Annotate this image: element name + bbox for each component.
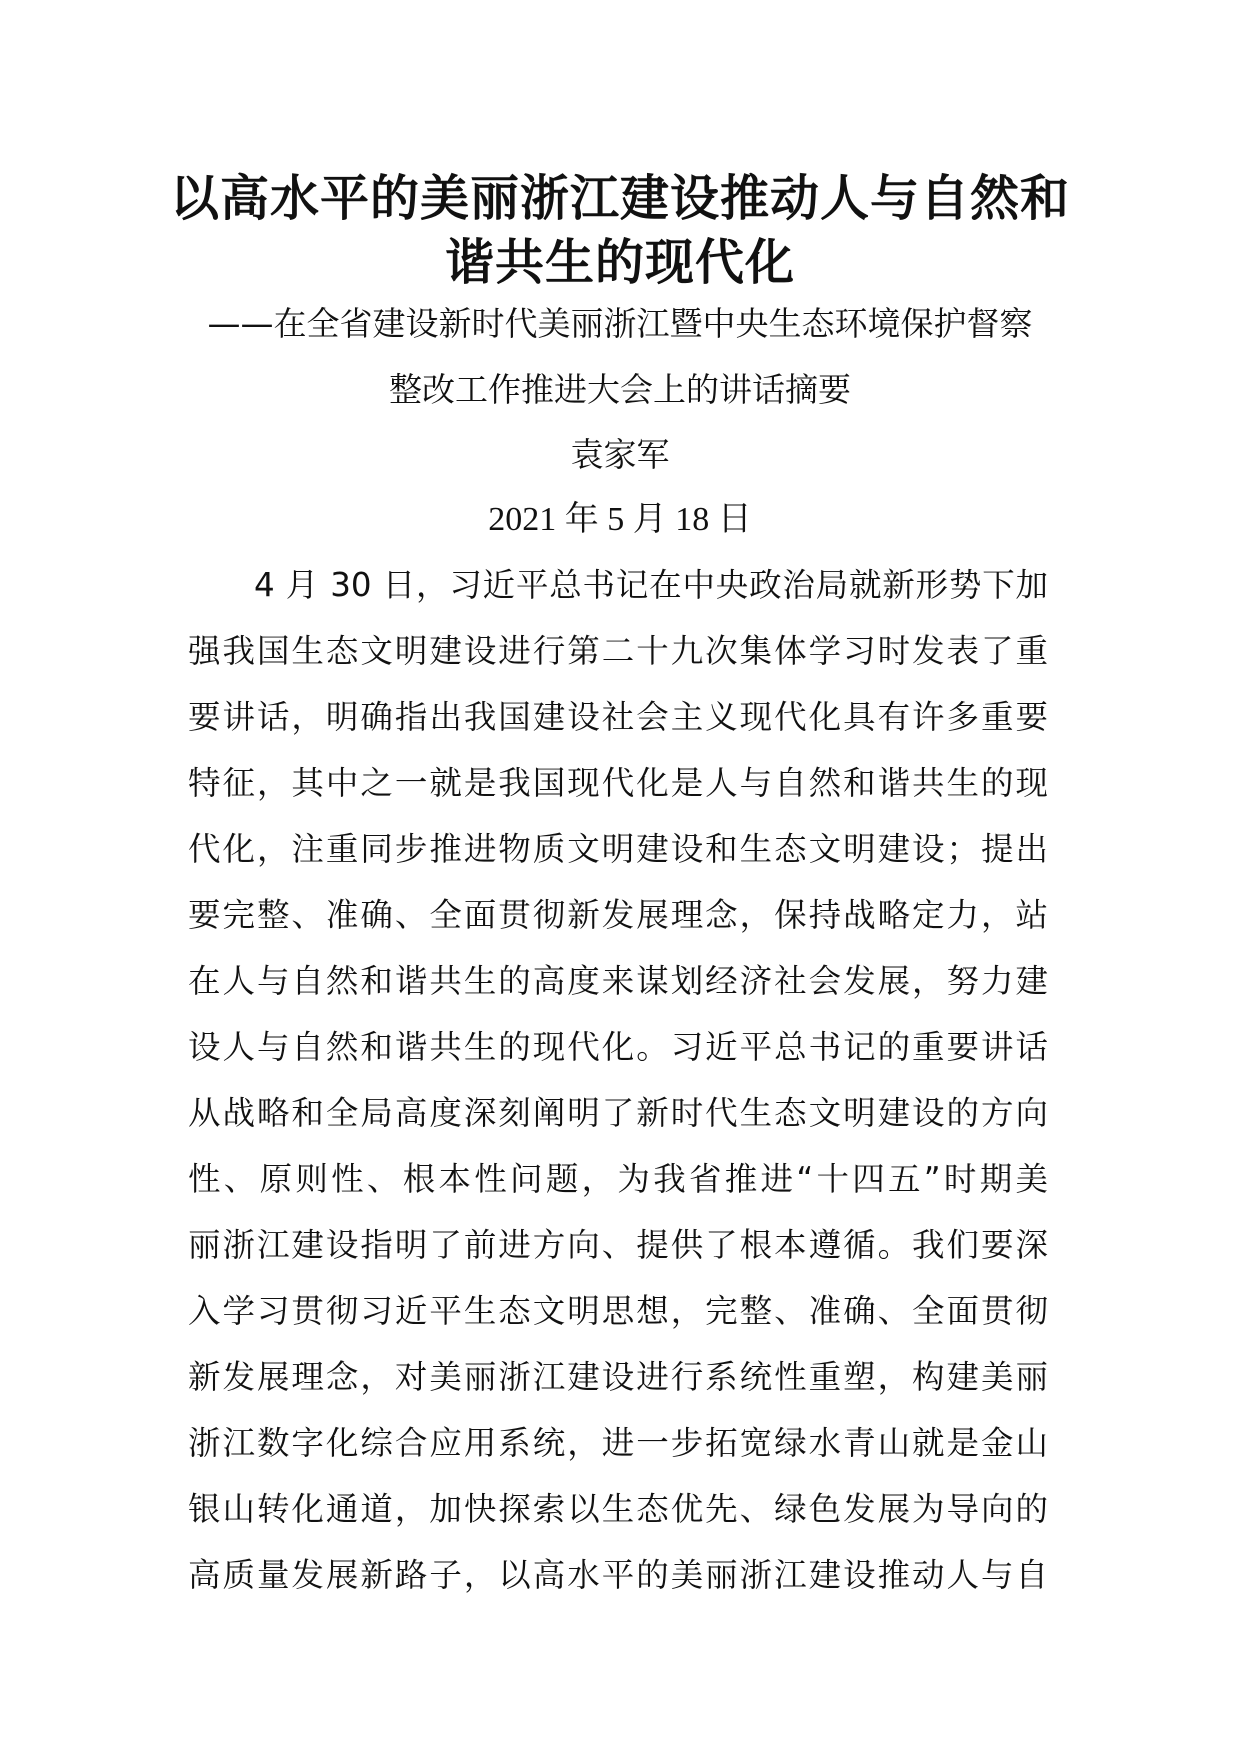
- body-line: 在人与自然和谐共生的高度来谋划经济社会发展，努力建: [188, 962, 1048, 1000]
- body-line: 入学习贯彻习近平生态文明思想，完整、准确、全面贯彻: [188, 1292, 1048, 1330]
- title-line-2: 谐共生的现代化: [444, 234, 795, 291]
- body-line: 丽浙江建设指明了前进方向、提供了根本遵循。我们要深: [188, 1226, 1048, 1264]
- body-line: 新发展理念，对美丽浙江建设进行系统性重塑，构建美丽: [188, 1358, 1048, 1396]
- title-line-1: 以高水平的美丽浙江建设推动人与自然和: [169, 170, 1070, 227]
- body-line: 4 月 30 日，习近平总书记在中央政治局就新形势下加: [254, 566, 1048, 604]
- body-line: 从战略和全局高度深刻阐明了新时代生态文明建设的方向: [188, 1094, 1048, 1132]
- body-line: 要讲话，明确指出我国建设社会主义现代化具有许多重要: [188, 698, 1048, 736]
- body-line: 代化，注重同步推进物质文明建设和生态文明建设；提出: [188, 830, 1048, 868]
- body-line: 设人与自然和谐共生的现代化。习近平总书记的重要讲话: [188, 1028, 1048, 1066]
- body-line: 要完整、准确、全面贯彻新发展理念，保持战略定力，站: [188, 896, 1048, 934]
- subtitle-line-2: 整改工作推进大会上的讲话摘要: [389, 370, 851, 409]
- body-line: 特征，其中之一就是我国现代化是人与自然和谐共生的现: [188, 764, 1048, 802]
- date: 2021 年 5 月 18 日: [488, 501, 752, 538]
- author: 袁家军: [570, 435, 670, 474]
- body-line: 强我国生态文明建设进行第二十九次集体学习时发表了重: [188, 632, 1048, 670]
- body-line: 银山转化通道，加快探索以生态优先、绿色发展为导向的: [188, 1490, 1048, 1528]
- subtitle-line-1: ——在全省建设新时代美丽浙江暨中央生态环境保护督察: [207, 304, 1033, 343]
- body-line: 性、原则性、根本性问题，为我省推进“十四五”时期美: [188, 1160, 1048, 1198]
- body-line: 浙江数字化综合应用系统，进一步拓宽绿水青山就是金山: [188, 1424, 1048, 1462]
- body-line: 高质量发展新路子，以高水平的美丽浙江建设推动人与自: [188, 1556, 1048, 1594]
